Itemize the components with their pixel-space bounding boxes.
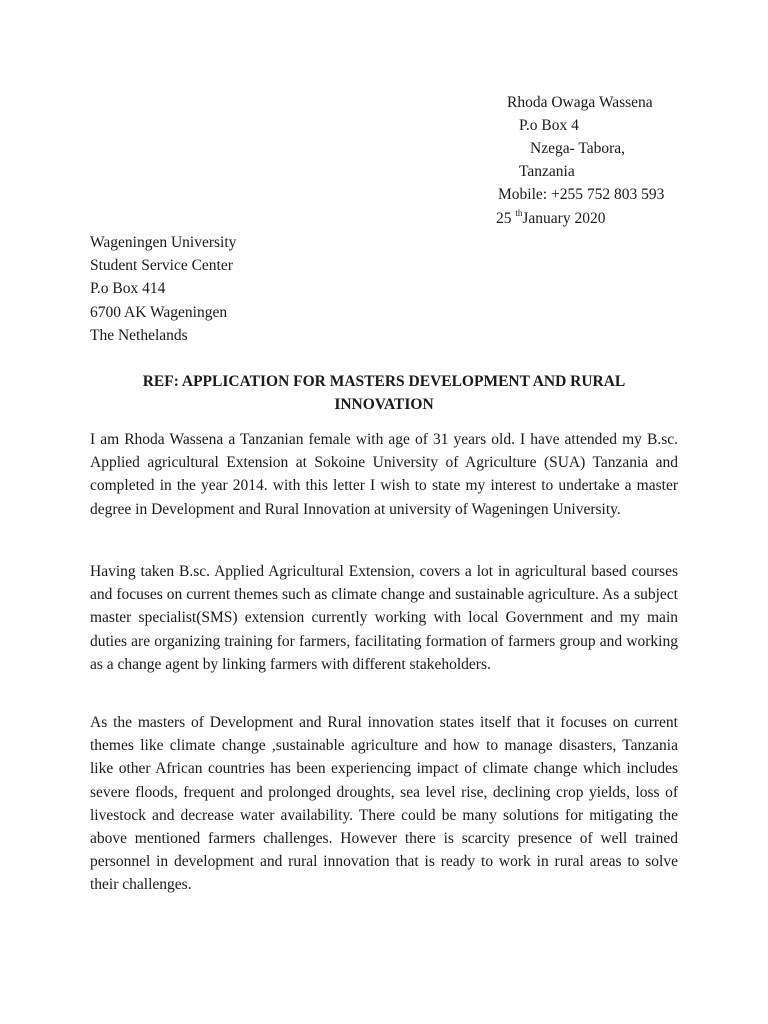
letter-date	[496, 208, 605, 230]
recipient-line: Wageningen University	[90, 234, 237, 251]
recipient-address-block	[90, 231, 236, 347]
recipient-line: Student Service Center	[90, 257, 233, 275]
date-month-year: January 2020	[522, 210, 606, 227]
recipient-line: 6700 AK Wageningen	[90, 303, 228, 321]
recipient-line: The Nethelands	[90, 326, 188, 344]
reference-heading	[90, 370, 678, 416]
reference-line-2: INNOVATION	[334, 396, 434, 413]
date-day: 25	[496, 210, 512, 227]
sender-town: Nzega- Tabora,	[530, 140, 626, 157]
body-paragraph-2: Having taken B.sc. Applied Agricultural Extension, covers a lot in agricultural based courses and focuses on current themes such as climate change and sustainable agriculture. As a subject master specialist(SMS) extension currently working with local Government and my main duties are organizing training for farmers, facilitating formation of farmers group and working as a change agent by linking farmers with different stakeholders.	[90, 563, 678, 673]
recipient-line: P.o Box 414	[90, 280, 166, 298]
sender-country: Tanzania	[519, 163, 575, 180]
sender-po-box: P.o Box 4	[519, 117, 579, 134]
body-paragraph-1: I am Rhoda Wassena a Tanzanian female with age of 31 years old. I have attended my B.sc. Applied agricultural Extension at Sokoine University of Agriculture (SUA) Tanzania and completed in the year 2014. with this letter I wish to state my interest to undertake a master degree in Development and Rural Innovation at university of Wageningen University.	[90, 431, 678, 518]
sender-mobile: Mobile: +255 752 803 593	[498, 186, 665, 203]
reference-line-1: REF: APPLICATION FOR MASTERS DEVELOPMENT AND RURAL	[142, 373, 626, 390]
date-ordinal: th	[515, 208, 523, 218]
body-paragraph-3: As the masters of Development and Rural innovation states itself that it focuses on current themes like climate change ,sustainable agriculture and how to manage disasters, Tanzania like other African countries has been experiencing impact of climate change which includes severe floods, frequent and prolonged droughts, sea level rise, declining crop yields, loss of livestock and decrease water availability. There could be many solutions for mitigating the above mentioned farmers challenges. However there is scarcity presence of well trained personnel in development and rural innovation that is ready to work in rural areas to solve their challenges.	[90, 714, 678, 894]
sender-name: Rhoda Owaga Wassena	[507, 94, 653, 111]
sender-address-block	[0, 0, 768, 240]
